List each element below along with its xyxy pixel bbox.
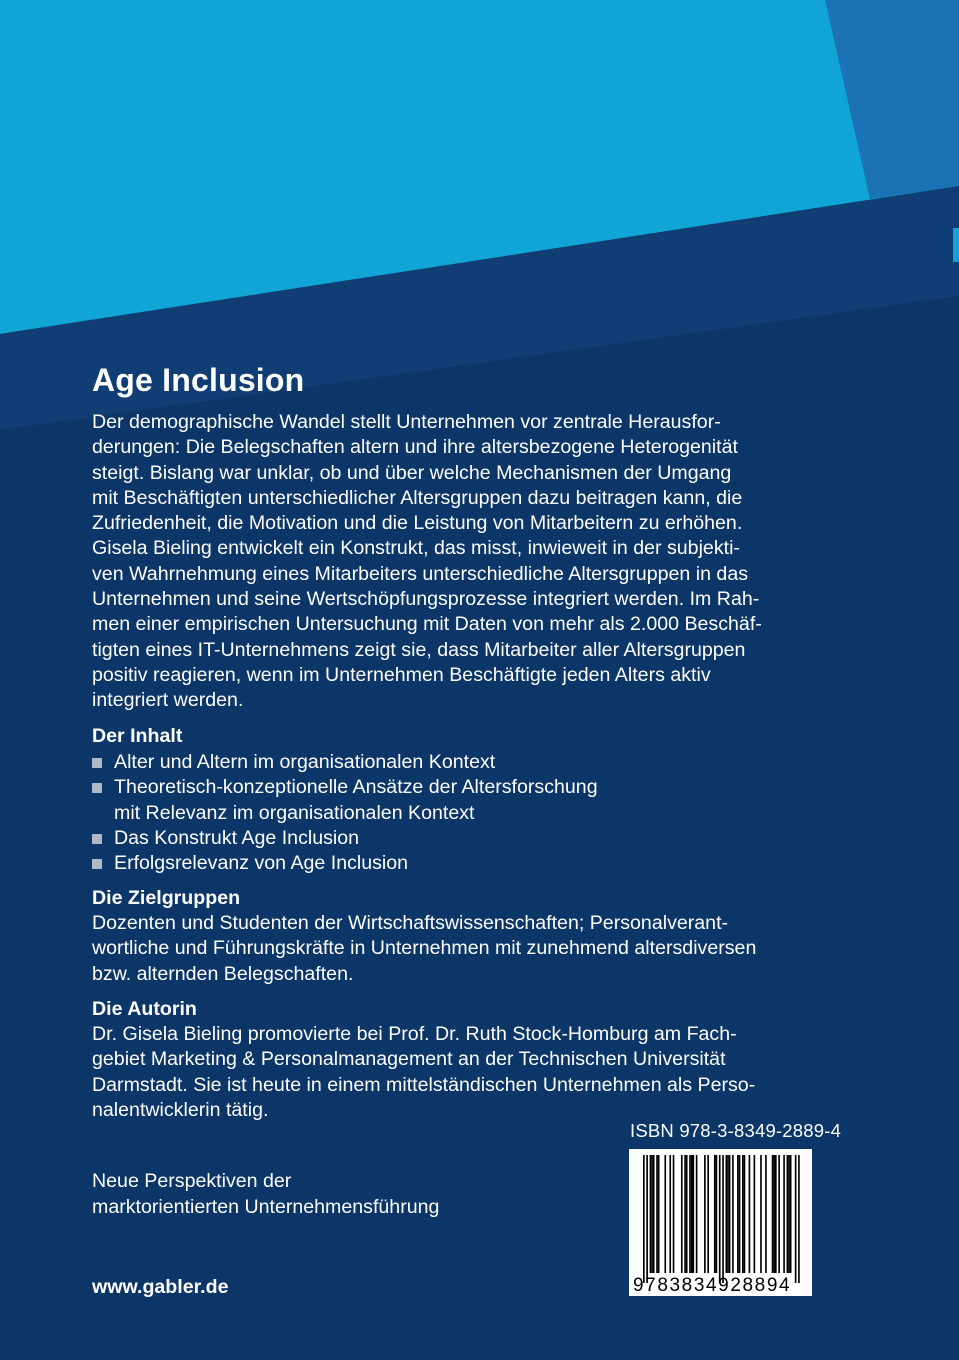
barcode-bar [650,1155,652,1273]
barcode-bar [760,1155,762,1273]
barcode-bar [716,1155,718,1273]
square-bullet-icon [92,758,102,768]
description-line: positiv reagieren, wenn im Unternehmen Beschäftigte jeden Alters aktiv [92,663,711,686]
description-line: steigt. Bislang war unklar, ob und über welche Mechanismen der Umgang [92,461,732,484]
barcode-bar [790,1155,792,1273]
barcode-bar [729,1155,731,1273]
barcode-bar [775,1155,777,1273]
barcode-bar [737,1155,739,1273]
barcode-bar [681,1155,683,1273]
barcode-bar [689,1155,691,1273]
barcode-bar [693,1155,695,1273]
list-item-text: mit Relevanz im organisationalen Kontext [114,801,475,824]
barcode-bar [696,1155,698,1273]
description-line: integriert werden. [92,689,244,712]
target-groups-heading: Die Zielgruppen [92,887,241,909]
barcode-bar [795,1155,797,1283]
barcode-bar [719,1155,721,1283]
barcode-bar [722,1155,724,1283]
square-bullet-icon [92,859,102,869]
contents-list [92,750,598,876]
barcode-bar [773,1155,775,1273]
series-line: marktorientierten Unternehmensführung [92,1196,440,1218]
book-title: Age Inclusion [92,362,305,398]
edge-marker [953,228,959,262]
text-line: gebiet Marketing & Personalmanagement an der Technischen Universität [92,1048,726,1071]
text-line: Dr. Gisela Bieling promovierte bei Prof. Dr. Ruth Stock-Homburg am Fach- [92,1023,737,1045]
barcode-bar [704,1155,706,1273]
series-line: Neue Perspektiven der [92,1170,292,1192]
barcode-bar [744,1155,746,1273]
square-bullet-icon [92,783,102,793]
target-groups-text [92,911,872,987]
barcode-bar [749,1155,751,1273]
list-item-text: Theoretisch-konzeptionelle Ansätze der Altersforschung [114,776,598,799]
barcode-bar [772,1155,774,1273]
barcode-bar [739,1155,741,1273]
description [92,410,862,714]
barcode-bar [742,1155,744,1273]
list-item-text: Das Konstrukt Age Inclusion [114,826,360,849]
contents-heading: Der Inhalt [92,725,183,747]
barcode-bar [651,1155,653,1273]
description-line: Gisela Bieling entwickelt ein Konstrukt, das misst, inwieweit in der subjekti- [92,537,740,560]
barcode-bar [714,1155,716,1273]
barcode-bar [727,1155,729,1273]
barcode-bar [656,1155,658,1273]
barcode-bar [754,1155,756,1273]
list-item [92,775,598,826]
author-heading: Die Autorin [92,998,197,1020]
list-item [92,826,598,851]
description-line: Unternehmen und seine Wertschöpfungsprozesse integriert werden. Im Rah- [92,588,760,611]
list-item-text: Erfolgsrelevanz von Age Inclusion [114,852,409,875]
barcode-bar [643,1155,645,1283]
description-line: Zufriedenheit, die Motivation und die Leistung von Mitarbeitern zu erhöhen. [92,512,743,535]
list-item [92,851,598,876]
barcode-bar [726,1155,728,1273]
barcode-bar [669,1155,671,1273]
barcode-bar [673,1155,675,1273]
publisher-website: www.gabler.de [92,1276,229,1298]
barcode-bars [629,1149,812,1296]
series-title [92,1168,439,1220]
description-line: men einer empirischen Untersuchung mit Daten von mehr als 2.000 Beschäf- [92,613,762,636]
list-item [92,750,598,775]
description-line: derungen: Die Belegschaften altern und ihre altersbezogene Heterogenität [92,436,738,459]
barcode-bar [783,1155,785,1273]
barcode-bar [788,1155,790,1273]
text-line: Dozenten und Studenten der Wirtschaftswissenschaften; Personalverant- [92,912,729,934]
author-text [92,1022,872,1123]
barcode-bar [798,1155,800,1283]
barcode-bar [691,1155,693,1273]
text-line: wortliche und Führungskräfte in Unternehmen mit zunehmend altersdiversen [92,937,757,960]
text-line: nalentwicklerin tätig. [92,1098,269,1121]
barcode-bar [684,1155,686,1273]
barcode-bar [658,1155,660,1273]
square-bullet-icon [92,834,102,844]
description-line: ven Wahrnehmung eines Mitarbeiters unterschiedliche Altersgruppen in das [92,562,749,585]
barcode-bar [664,1155,666,1273]
text-line: Darmstadt. Sie ist heute in einem mittelständischen Unternehmen als Perso- [92,1073,756,1096]
text-line: bzw. alternden Belegschaften. [92,962,354,985]
barcode-bar [653,1155,655,1273]
barcode-bar [765,1155,767,1273]
barcode-bar [787,1155,789,1273]
description-line: mit Beschäftigten unterschiedlicher Altersgruppen dazu beitragen kann, die [92,486,743,509]
barcode-bar [646,1155,648,1283]
description-line: tigten eines IT-Unternehmens zeigt sie, dass Mitarbeiter aller Altersgruppen [92,638,746,661]
barcode-bar [686,1155,688,1273]
barcode-bar [778,1155,780,1273]
barcode-digits: 9783834928894 [633,1275,792,1296]
barcode [629,1149,812,1296]
barcode-bar [707,1155,709,1273]
list-item-text: Alter und Altern im organisationalen Kontext [114,751,496,773]
isbn-label: ISBN 978-3-8349-2889-4 [630,1120,842,1141]
description-line: Der demographische Wandel stellt Unternehmen vor zentrale Herausfor- [92,411,721,433]
barcode-bar [732,1155,734,1273]
